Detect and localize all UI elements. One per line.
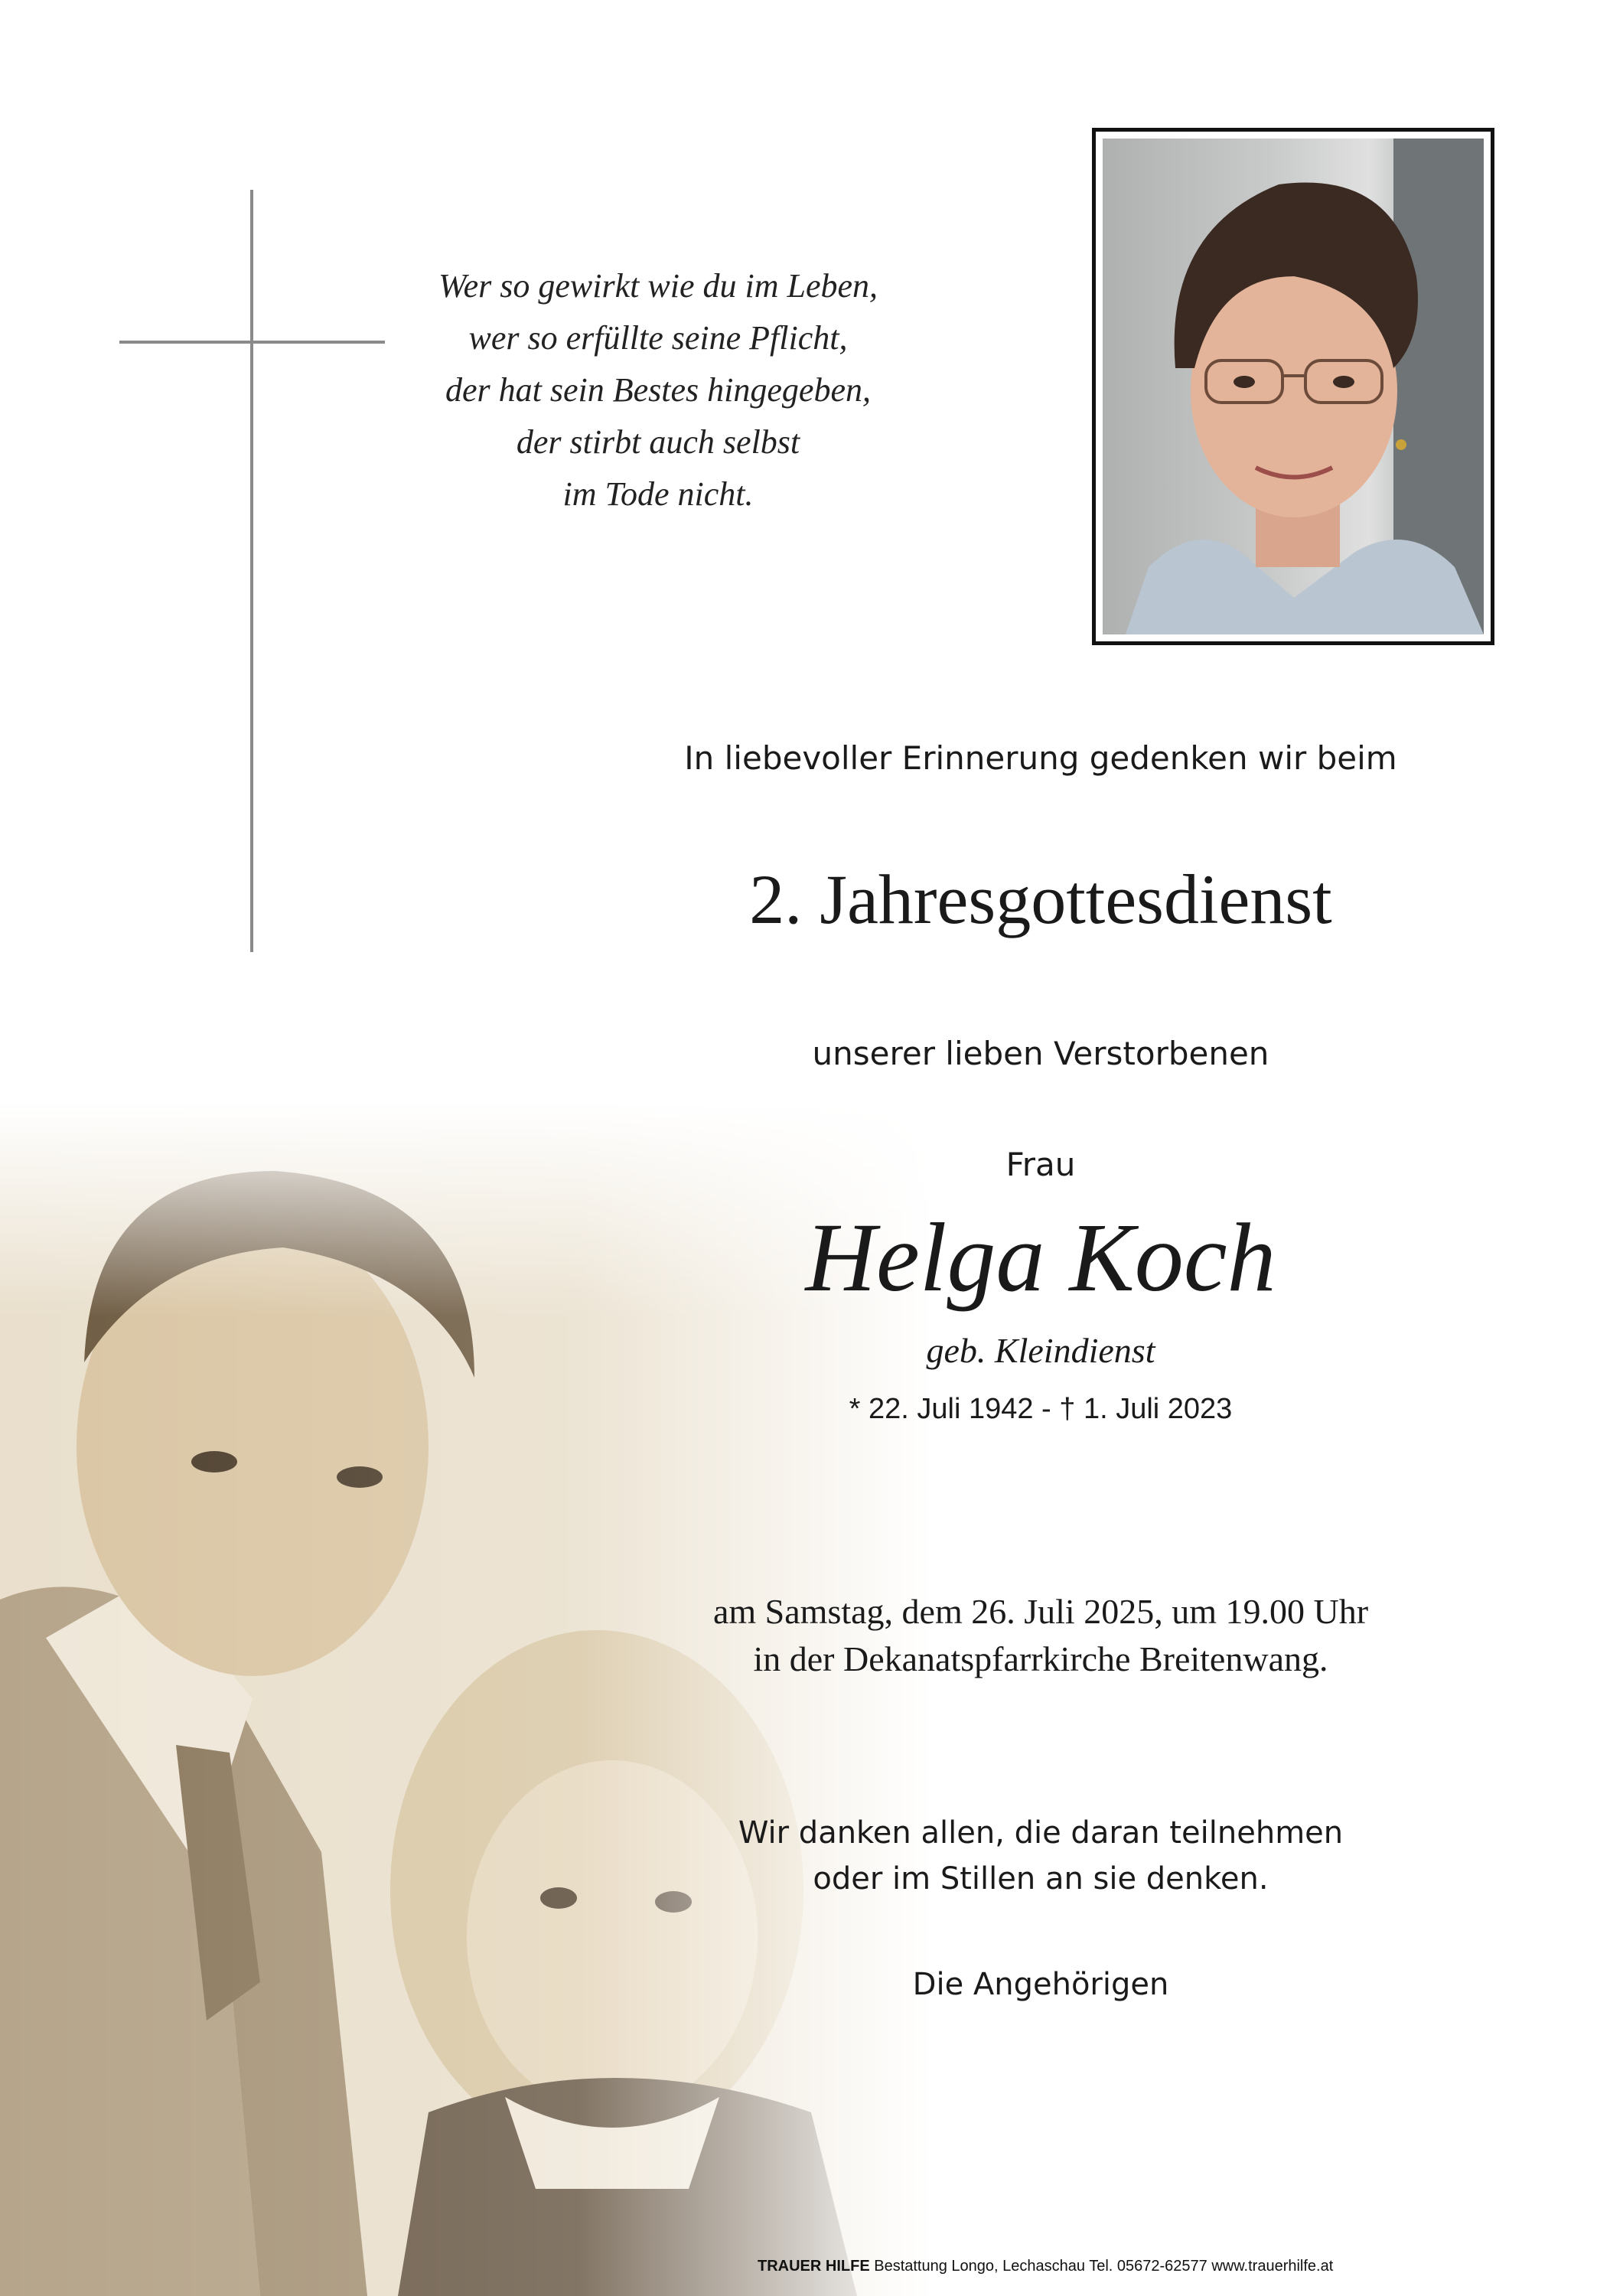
salutation: Frau (1005, 1146, 1076, 1183)
footer-brand: TRAUER HILFE (758, 2258, 870, 2275)
portrait-image (1103, 139, 1484, 634)
service-details (582, 1588, 1500, 1683)
portrait-photo (1103, 139, 1484, 634)
deceased-name: Helga Koch (805, 1203, 1276, 1312)
service-location: in der Dekanatspfarrkirche Breitenwang. (753, 1639, 1328, 1678)
poem-line: Wer so gewirkt wie du im Leben, (438, 267, 878, 305)
portrait-photo-frame (1092, 128, 1494, 645)
family-signature: Die Angehörigen (912, 1967, 1169, 2002)
thanks-line: oder im Stillen an sie denken. (813, 1861, 1269, 1896)
poem-line: der stirbt auch selbst (516, 423, 800, 461)
memorial-poem (429, 260, 888, 520)
cross-vertical-bar (250, 190, 253, 952)
thanks-line: Wir danken allen, die daran teilnehmen (738, 1815, 1344, 1851)
birth-name: geb. Kleindienst (926, 1331, 1155, 1370)
deceased-label: unserer lieben Verstorbenen (812, 1035, 1269, 1072)
footer (758, 2258, 1607, 2275)
poem-line: im Tode nicht. (562, 475, 754, 513)
cross-horizontal-bar (119, 341, 385, 344)
poem-line: der hat sein Bestes hingegeben, (445, 371, 871, 409)
poem-line: wer so erfüllte seine Pflicht, (468, 319, 848, 357)
service-title: 2. Jahresgottesdienst (749, 860, 1332, 938)
life-dates: * 22. Juli 1942 - † 1. Juli 2023 (849, 1393, 1233, 1425)
service-date-time: am Samstag, dem 26. Juli 2025, um 19.00 Uhr (712, 1592, 1369, 1631)
thanks-text (582, 1810, 1500, 1902)
footer-contact: Bestattung Longo, Lechaschau Tel. 05672-62577 www.trauerhilfe.at (874, 2258, 1334, 2275)
intro-text: In liebevoller Erinnerung gedenken wir beim (684, 739, 1397, 777)
